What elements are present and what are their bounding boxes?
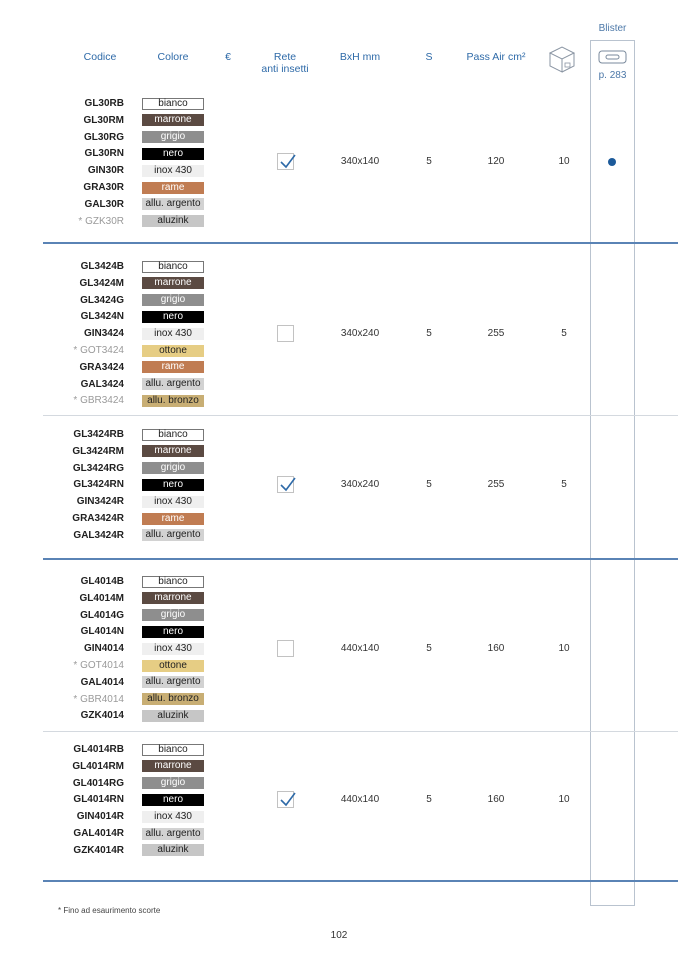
color-swatch: inox 430 [142, 496, 204, 508]
product-code: GAL3424 [80, 378, 124, 390]
color-swatch: aluzink [142, 844, 204, 856]
product-code: * GBR4014 [73, 693, 124, 705]
product-code: GL4014B [80, 576, 124, 587]
pass-air-value: 160 [487, 793, 505, 805]
product-code: GAL3424R [73, 529, 124, 541]
s-value: 5 [426, 327, 432, 339]
rete-checkbox[interactable] [277, 325, 294, 342]
checkmark-icon [278, 790, 298, 810]
color-swatch: bianco [142, 261, 204, 273]
header-rete [250, 51, 320, 75]
blister-column [590, 40, 635, 906]
bxh-value: 340x240 [340, 327, 380, 339]
header-s: S [425, 51, 433, 63]
bxh-value: 340x140 [340, 156, 380, 168]
color-swatch: rame [142, 182, 204, 194]
color-swatch: grigio [142, 609, 204, 621]
color-swatch: allu. argento [142, 828, 204, 840]
group-separator [43, 558, 678, 560]
s-value: 5 [426, 156, 432, 168]
product-code: GL3424RM [72, 445, 124, 457]
group-separator [43, 415, 678, 416]
pass-air-value: 255 [487, 327, 505, 339]
s-value: 5 [426, 793, 432, 805]
color-swatch: bianco [142, 98, 204, 110]
color-swatch: bianco [142, 744, 204, 756]
product-code: * GZK30R [78, 215, 124, 227]
product-code: GIN4014R [76, 811, 124, 823]
product-code: GL3424G [80, 294, 124, 306]
color-swatch: grigio [142, 462, 204, 474]
color-swatch: marrone [142, 277, 204, 289]
product-code: GIN4014 [83, 643, 124, 655]
color-swatch: inox 430 [142, 328, 204, 340]
product-code: GL3424B [80, 261, 124, 272]
product-code: GZK4014 [80, 710, 124, 722]
bxh-value: 340x240 [340, 478, 380, 490]
color-swatch: marrone [142, 445, 204, 457]
color-swatch: allu. bronzo [142, 395, 204, 407]
product-code: GL3424M [79, 277, 124, 289]
pass-air-value: 120 [487, 156, 505, 168]
color-swatch: bianco [142, 576, 204, 588]
product-code: GIN3424 [83, 328, 124, 340]
color-swatch: inox 430 [142, 165, 204, 177]
product-code: GL30RM [83, 114, 124, 126]
color-swatch: marrone [142, 760, 204, 772]
color-swatch: allu. argento [142, 529, 204, 541]
product-code: GAL4014 [80, 676, 124, 688]
box-qty-value: 10 [558, 156, 570, 168]
header-colore: Colore [157, 51, 189, 63]
color-swatch: nero [142, 311, 204, 323]
header-codice: Codice [83, 51, 117, 63]
product-code: GRA3424 [79, 361, 124, 373]
color-swatch: grigio [142, 131, 204, 143]
product-code: GL4014RN [73, 794, 124, 806]
header-pass-air: Pass Air cm² [466, 51, 526, 63]
color-swatch: nero [142, 479, 204, 491]
product-code: GL4014RM [72, 760, 124, 772]
product-code: GAL30R [84, 198, 124, 210]
bxh-value: 440x140 [340, 642, 380, 654]
header-euro: € [225, 51, 231, 63]
color-swatch: marrone [142, 592, 204, 604]
color-swatch: allu. argento [142, 198, 204, 210]
s-value: 5 [426, 478, 432, 490]
product-code: GAL4014R [73, 828, 124, 839]
product-code: GL30RN [84, 148, 124, 160]
bxh-value: 440x140 [340, 793, 380, 805]
color-swatch: allu. bronzo [142, 693, 204, 705]
box-qty-value: 5 [561, 327, 567, 339]
product-code: GL4014M [79, 592, 124, 604]
group-separator [43, 242, 678, 244]
rete-checkbox[interactable] [277, 153, 294, 170]
color-swatch: grigio [142, 294, 204, 306]
group-separator [43, 880, 678, 882]
box-icon [547, 44, 577, 74]
color-swatch: aluzink [142, 710, 204, 722]
product-code: GIN3424R [76, 496, 124, 508]
product-code: GL4014RG [72, 777, 124, 789]
footnote: * Fino ad esaurimento scorte [58, 906, 161, 915]
product-code: GL3424N [80, 311, 124, 323]
product-code: GRA30R [83, 182, 124, 193]
box-qty-value: 10 [558, 793, 570, 805]
header-bxh: BxH mm [339, 51, 381, 63]
color-swatch: aluzink [142, 215, 204, 227]
color-swatch: grigio [142, 777, 204, 789]
header-rete-line1: Rete [273, 51, 297, 63]
box-qty-value: 10 [558, 642, 570, 654]
blister-hanger-icon [598, 50, 627, 64]
pass-air-value: 160 [487, 642, 505, 654]
rete-checkbox[interactable] [277, 476, 294, 493]
product-code: GL3424RN [73, 479, 124, 491]
color-swatch: allu. argento [142, 676, 204, 688]
color-swatch: nero [142, 626, 204, 638]
checkmark-icon [278, 475, 298, 495]
product-code: GIN30R [87, 165, 124, 177]
product-code: GL3424RB [73, 429, 124, 440]
color-swatch: ottone [142, 660, 204, 672]
product-code: GRA3424R [72, 513, 124, 524]
product-code: GL4014RB [73, 744, 124, 755]
color-swatch: ottone [142, 345, 204, 357]
s-value: 5 [426, 642, 432, 654]
color-swatch: nero [142, 794, 204, 806]
color-swatch: inox 430 [142, 811, 204, 823]
page-number: 102 [330, 930, 348, 941]
rete-checkbox[interactable] [277, 640, 294, 657]
color-swatch: allu. argento [142, 378, 204, 390]
blister-page-ref: p. 283 [598, 70, 627, 81]
product-code: GL30RB [84, 98, 124, 109]
product-code: GL3424RG [72, 462, 124, 474]
header-rete-line2: anti insetti [261, 63, 309, 75]
product-code: * GOT4014 [73, 660, 124, 671]
color-swatch: rame [142, 513, 204, 525]
blister-title: Blister [598, 23, 627, 34]
product-code: * GOT3424 [73, 345, 124, 356]
box-qty-value: 5 [561, 478, 567, 490]
product-code: GL30RG [83, 131, 124, 143]
group-separator [43, 731, 678, 732]
color-swatch: inox 430 [142, 643, 204, 655]
rete-checkbox[interactable] [277, 791, 294, 808]
product-code: * GBR3424 [73, 395, 124, 407]
checkmark-icon [278, 152, 298, 172]
pass-air-value: 255 [487, 478, 505, 490]
product-code: GL4014G [80, 609, 124, 621]
color-swatch: nero [142, 148, 204, 160]
color-swatch: bianco [142, 429, 204, 441]
color-swatch: rame [142, 361, 204, 373]
product-code: GZK4014R [73, 844, 124, 856]
product-code: GL4014N [80, 626, 124, 638]
color-swatch: marrone [142, 114, 204, 126]
